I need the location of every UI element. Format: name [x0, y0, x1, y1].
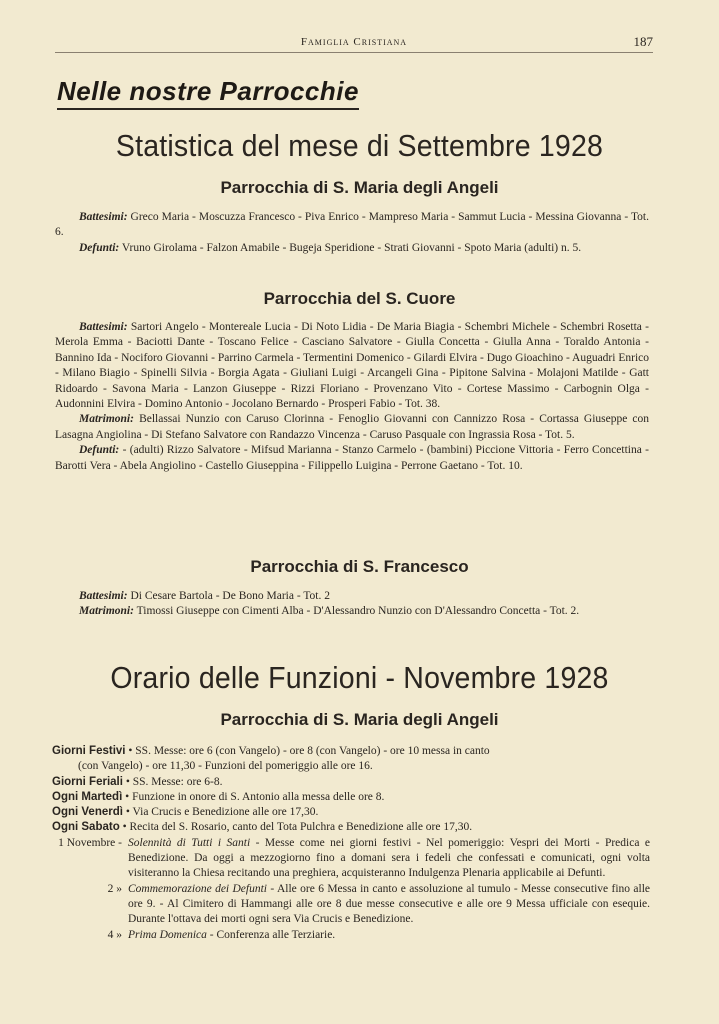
schedule-text: SS. Messe: ore 6 (con Vangelo) - ore 8 (con Vangelo) - ore 10 messa in canto	[135, 745, 490, 757]
schedule-label: Giorni Feriali	[52, 775, 123, 788]
schedule-row-venerdi: Ogni Venerdì • Via Crucis e Benedizione alle ore 17,30.	[52, 806, 319, 819]
deaths-label: Defunti:	[79, 241, 120, 254]
day-description: - Messe come nei giorni festivi - Nel pomeriggio: Vespri dei Morti - Predica e Benedizione. Da oggi a mezzogiorno fino a domani sera i fedeli che confessati e comunicati, ogni volta visiteranno la Chiesa recitando una preghiera, acquisteranno Indulgenza Plenaria applicabile ai Defunti.	[128, 836, 650, 880]
baptisms-paragraph	[55, 210, 649, 241]
journal-title: Famiglia Cristiana	[300, 36, 408, 48]
day-entry	[52, 928, 650, 943]
day-title: Commemorazione dei Defunti	[128, 882, 267, 895]
deaths-label: Defunti:	[79, 444, 120, 457]
day-text	[128, 928, 650, 943]
day-description: - Alle ore 6 Messa in canto e assoluzione al tumulo - Messe consecutive fino alle ore 9. - Al Cimitero di Hammangi alle ore 8 due messe consecutive e alle ore 9 Messa ufficiale con esequie. Durante l'ottava dei morti ogni sera Via Crucis e Benedizione.	[128, 882, 651, 926]
parish3-records	[55, 589, 649, 620]
schedule-text: Via Crucis e Benedizione alle ore 17,30.	[132, 806, 319, 819]
section-label: Nelle nostre Parrocchie	[57, 76, 359, 110]
baptisms-label: Battesimi:	[79, 211, 128, 223]
parish2-records	[55, 320, 649, 474]
schedule-row-festivi-cont: (con Vangelo) - ore 11,30 - Funzioni del pomeriggio alle ore 16.	[78, 760, 373, 773]
baptisms-paragraph	[55, 589, 649, 604]
deaths-text: - (adulti) Rizzo Salvatore - Mifsud Marianna - Stanzo Carmelo - (bambini) Piccione Vittoria - Ferro Concettina - Barotti Vera - Abela Angiolino - Castello Giuseppina - Filippello Luigina - Perrone Gaetano - Tot. 10.	[55, 444, 650, 472]
parish1-title: Parrocchia di S. Maria degli Angeli	[220, 178, 499, 197]
baptisms-label: Battesimi:	[79, 590, 128, 602]
parish2-title: Parrocchia del S. Cuore	[263, 289, 456, 308]
baptisms-text: Sartori Angelo - Montereale Lucia - Di Noto Lidia - De Maria Biagia - Schembri Michele - Schembri Rosetta - Merola Emma - Baciotti Dante - Toscano Felice - Casciano Salvatore - Giulla Concetta - Giulla Anna - Toraldo Antonia - Bannino Ida - Nociforo Giovanni - Parrino Carmela - Termentini Domenico - Gilardi Elvira - Dugo Gioachino - Auguadri Enrico - Milano Biagio - Spinelli Silvia - Borgia Agata - Giuliani Luigi - Arcangeli Gina - Pipitone Salvina - Molajoni Matilde - Gatt Ridoardo - Savona Maria - Lanzon Giuseppe - Rizzi Floriano - Provenzano Vito - Cortese Massimo - Carbognin Olga - Audonnini Elvira - Domino Antonio - Jocolano Bernardo - Prosperi Fabio - Tot. 38.	[55, 321, 650, 411]
parish1-records	[55, 210, 649, 256]
day-entry	[52, 836, 650, 882]
deaths-paragraph	[55, 241, 649, 256]
page-number: 187	[633, 34, 653, 49]
schedule-text: SS. Messe: ore 6-8.	[132, 775, 223, 788]
baptisms-label: Battesimi:	[79, 321, 128, 333]
day-number: 4 »	[107, 928, 122, 941]
deaths-paragraph	[55, 443, 649, 474]
day-number: 1 Novembre -	[58, 836, 122, 849]
schedule-row-martedi: Ogni Martedì • Funzione in onore di S. Antonio alla messa delle ore 8.	[52, 790, 385, 803]
schedule	[52, 744, 650, 943]
deaths-text: Vruno Girolama - Falzon Amabile - Bugeja Speridione - Strati Giovanni - Spoto Maria (adulti) n. 5.	[121, 241, 582, 254]
day-title: Prima Domenica	[128, 928, 207, 941]
schedule-row-sabato: Ogni Sabato • Recita del S. Rosario, canto del Tota Pulchra e Benedizione alle ore 17,30.	[52, 821, 473, 834]
marriages-label: Matrimoni:	[79, 413, 134, 426]
day-text	[128, 882, 650, 928]
schedule-text: Funzione in onore di S. Antonio alla messa delle ore 8.	[132, 790, 385, 803]
day-entry	[52, 882, 650, 928]
schedule-label: Ogni Venerdì	[52, 806, 123, 819]
day-title: Solennità di Tutti i Santi	[128, 836, 251, 849]
schedule-label: Giorni Festivi	[52, 745, 126, 757]
schedule-row-feriali: Giorni Feriali • SS. Messe: ore 6-8.	[52, 775, 223, 788]
orario-parish-title: Parrocchia di S. Maria degli Angeli	[220, 710, 499, 729]
day-text	[128, 836, 650, 882]
schedule-label: Ogni Sabato	[52, 821, 120, 834]
baptisms-text: Greco Maria - Moscuzza Francesco - Piva Enrico - Mampreso Maria - Sammut Lucia - Messina Giovanna - Tot. 6.	[55, 211, 649, 239]
day-number: 2 »	[107, 882, 122, 895]
marriages-text: Bellassai Nunzio con Caruso Clorinna - Fenoglio Giovanni con Cannizzo Rosa - Cortassa Giuseppe con Lasagna Angiolina - Di Stefano Salvatore con Randazzo Vincenza - Caruso Pasquale con Ingrassia Rosa - Tot. 5.	[55, 413, 650, 441]
day-description: - Conferenza alle Terziarie.	[209, 928, 336, 941]
orario-title: Orario delle Funzioni - Novembre 1928	[110, 660, 609, 695]
marriages-label: Matrimoni:	[79, 605, 134, 618]
baptisms-paragraph	[55, 320, 649, 412]
marriages-paragraph	[55, 412, 649, 443]
schedule-text: Recita del S. Rosario, canto del Tota Pulchra e Benedizione alle ore 17,30.	[129, 821, 473, 834]
running-head	[55, 36, 653, 53]
stats-title: Statistica del mese di Settembre 1928	[115, 128, 604, 163]
marriages-paragraph	[55, 604, 649, 619]
schedule-row-festivi: Giorni Festivi • SS. Messe: ore 6 (con Vangelo) - ore 8 (con Vangelo) - ore 10 messa in canto	[52, 745, 490, 757]
marriages-text: Timossi Giuseppe con Cimenti Alba - D'Alessandro Nunzio con D'Alessandro Concetta - Tot. 2.	[136, 605, 580, 618]
parish3-title: Parrocchia di S. Francesco	[250, 557, 469, 576]
schedule-label: Ogni Martedì	[52, 790, 123, 803]
baptisms-text: Di Cesare Bartola - De Bono Maria - Tot. 2	[130, 590, 330, 602]
